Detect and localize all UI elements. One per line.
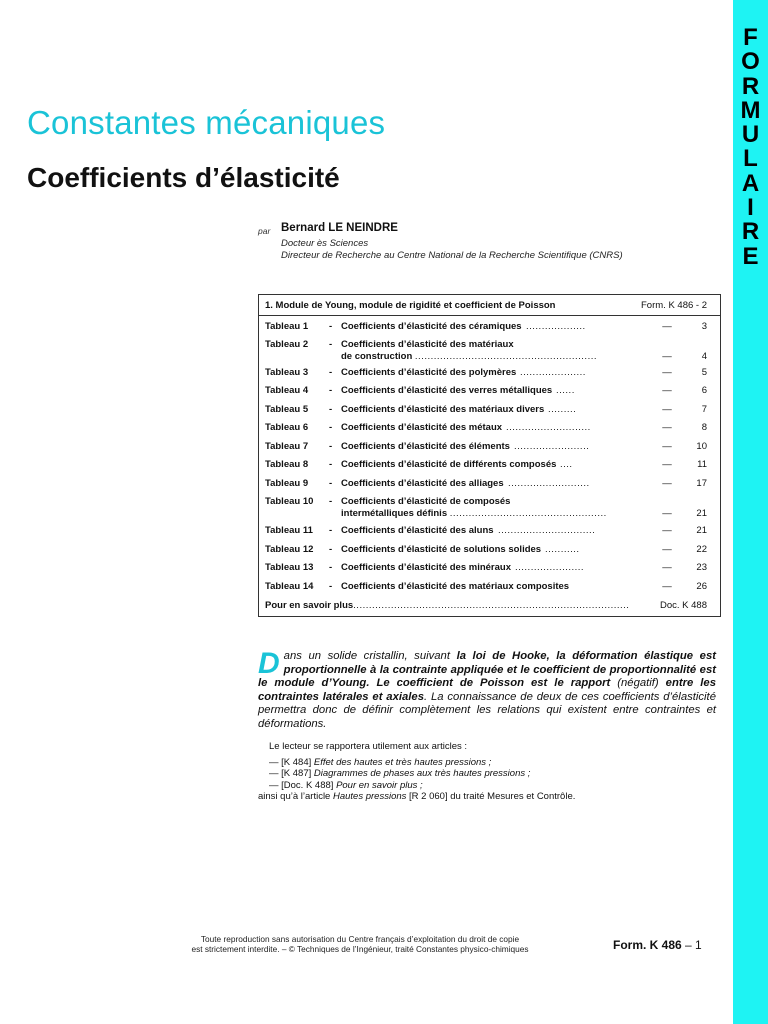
toc-description: Coefficients d’élasticité des matériaux: [341, 339, 514, 350]
toc-description: Coefficients d’élasticité des métaux: [341, 422, 503, 433]
side-letter: R: [741, 72, 760, 100]
toc-dash: -: [329, 441, 333, 452]
intro-bold-2: entre les contraintes latérales et axiales: [258, 677, 716, 703]
toc-ref-dash: —: [662, 404, 672, 415]
toc-table-label: Tableau 11: [265, 525, 313, 536]
toc-ref-dash: —: [662, 422, 672, 433]
toc-row-bibliography[interactable]: [259, 600, 720, 614]
toc-dash: -: [329, 581, 333, 592]
toc-row[interactable]: [259, 422, 720, 436]
refs-outro: ainsi qu’à l’article Hautes pressions [R 2 060] du traité Mesures et Contrôle.: [258, 791, 576, 803]
toc-last-dots: ........................................................................................: [353, 600, 630, 611]
toc-page-number: 3: [701, 321, 707, 332]
toc-description: Coefficients d’élasticité de différents composés: [341, 459, 557, 470]
reference-list: [258, 741, 718, 803]
side-label: [733, 26, 768, 269]
toc-table-label: Tableau 10: [265, 496, 314, 507]
toc-page-number: 21: [696, 508, 707, 519]
toc-dash: -: [329, 562, 333, 573]
toc-dash: -: [329, 321, 333, 332]
toc-ref-dash: —: [662, 508, 672, 519]
toc-ref-dash: —: [662, 385, 672, 396]
toc-description: Coefficients d’élasticité de solutions solides: [341, 544, 542, 555]
toc-page-number: 22: [696, 544, 707, 555]
toc-table-label: Tableau 6: [265, 422, 309, 433]
toc-head-label[interactable]: 1. Module de Young, module de rigidité et coefficient de Poisson: [265, 300, 556, 311]
toc-row[interactable]: [259, 562, 720, 576]
author-degree: Docteur ès Sciences: [281, 238, 369, 249]
toc-ref-dash: —: [662, 367, 672, 378]
toc-page-number: 11: [697, 459, 707, 470]
side-letter: U: [741, 121, 760, 149]
toc-description: Coefficients d’élasticité des aluns: [341, 525, 494, 536]
toc-dots: .........: [548, 404, 577, 415]
toc-page-number: 6: [701, 385, 707, 396]
toc-ref-dash: —: [662, 478, 672, 489]
toc-description-cont: de construction ..........................................................: [341, 351, 597, 362]
toc-description: Coefficients d’élasticité des minéraux: [341, 562, 512, 573]
side-letter: R: [741, 218, 760, 246]
toc-dash: -: [329, 422, 333, 433]
toc-description: Coefficients d’élasticité des polymères: [341, 367, 517, 378]
toc-dash: -: [329, 544, 333, 555]
toc-dots: .....................: [520, 367, 586, 378]
page-reference: [613, 938, 702, 952]
toc-ref-dash: —: [662, 581, 672, 592]
toc-dots: ...................: [526, 321, 586, 332]
toc-description: Coefficients d’élasticité de composés: [341, 496, 511, 507]
intro-bold-1: la loi de Hooke, la déformation élastique est proportionnelle à la contrainte appliquée et le coefficient de proportionnalité est le module d’Young. Le coefficient de Poisson est le rapport: [258, 650, 716, 689]
author-prefix: par: [258, 226, 271, 236]
toc-description: Coefficients d’élasticité des matériaux composites: [341, 581, 570, 592]
toc-header: [259, 295, 720, 316]
toc-table-label: Tableau 9: [265, 478, 309, 489]
intro-text-3: . La connaissance de deux de ces coefficients d’élasticité permettra donc de définir complètement les relations qui existent entre contraintes et déformations.: [258, 690, 716, 730]
copyright-notice: [120, 935, 600, 955]
toc-page-number: 7: [701, 404, 707, 415]
author-name: Bernard LE NEINDRE: [281, 222, 398, 234]
toc-table-label: Tableau 8: [265, 459, 309, 470]
toc-dots: ..........................: [508, 478, 590, 489]
toc-ref-dash: —: [662, 321, 672, 332]
toc-dash: -: [329, 367, 333, 378]
toc-ref-dash: —: [662, 351, 672, 362]
page-number: – 1: [681, 938, 702, 952]
toc-page-number: 4: [701, 351, 707, 362]
refs-intro: Le lecteur se rapportera utilement aux articles :: [269, 741, 468, 752]
toc-page-number: 17: [696, 478, 707, 489]
page-subtitle: Coefficients d’élasticité: [27, 162, 340, 193]
toc-dash: -: [329, 459, 333, 470]
side-letter: L: [743, 145, 758, 173]
toc-page-number: 5: [701, 367, 707, 378]
toc-page-number: 23: [696, 562, 707, 573]
toc-description: Coefficients d’élasticité des matériaux divers: [341, 404, 545, 415]
toc-row[interactable]: [259, 478, 720, 492]
toc-page-number: 8: [701, 422, 707, 433]
toc-description: Coefficients d’élasticité des éléments: [341, 441, 510, 452]
toc-page-number: 26: [696, 581, 707, 592]
toc-description: Coefficients d’élasticité des alliages: [341, 478, 504, 489]
toc-dash: -: [329, 385, 333, 396]
form-reference: Form. K 486: [613, 938, 682, 952]
side-letter: F: [743, 24, 758, 51]
side-letter: M: [740, 96, 761, 124]
toc-dash: -: [329, 478, 333, 489]
toc-ref-dash: —: [662, 544, 672, 555]
drop-cap: D: [258, 647, 280, 680]
toc-table-label: Tableau 1: [265, 321, 309, 332]
toc-ref-dash: —: [662, 459, 672, 470]
reference-item[interactable]: — [K 487] Diagrammes de phases aux très hautes pressions ;: [269, 768, 531, 780]
toc-row[interactable]: [259, 525, 720, 539]
side-letter: O: [741, 48, 760, 76]
side-letter: A: [741, 169, 760, 197]
toc-page-number: 21: [696, 525, 707, 536]
toc-table-label: Tableau 7: [265, 441, 309, 452]
toc-row[interactable]: [259, 441, 720, 455]
toc-dots: ......................: [515, 562, 585, 573]
author-affiliation: Directeur de Recherche au Centre National de la Recherche Scientifique (CNRS): [281, 250, 623, 261]
toc-dash: -: [329, 496, 333, 507]
toc-last-label: Pour en savoir plus: [265, 600, 354, 611]
toc-row[interactable]: [259, 367, 720, 381]
toc-dash: -: [329, 525, 333, 536]
intro-text-2: (négatif): [610, 677, 666, 689]
toc-ref-dash: —: [662, 525, 672, 536]
toc-row[interactable]: [259, 385, 720, 399]
toc-row[interactable]: [259, 459, 720, 473]
toc-table-label: Tableau 3: [265, 367, 309, 378]
toc-table-label: Tableau 12: [265, 544, 314, 555]
toc-table-label: Tableau 4: [265, 385, 309, 396]
toc-row[interactable]: [259, 339, 720, 362]
side-letter: E: [742, 242, 759, 270]
toc-dots: ......: [556, 385, 575, 396]
toc-dots: ...........: [545, 544, 580, 555]
toc-row[interactable]: [259, 581, 720, 595]
toc-dots: ........................: [514, 441, 590, 452]
toc-table-label: Tableau 14: [265, 581, 314, 592]
toc-dash: -: [329, 339, 333, 350]
intro-paragraph: [258, 647, 716, 731]
page-title: Constantes mécaniques: [27, 104, 386, 141]
reference-item[interactable]: — [Doc. K 488] Pour en savoir plus ;: [269, 779, 423, 791]
toc-ref-dash: —: [662, 441, 672, 452]
toc-table-label: Tableau 13: [265, 562, 314, 573]
copyright-line-1: Toute reproduction sans autorisation du Centre français d’exploitation du droit de copie: [200, 934, 520, 944]
toc-dots: ....: [560, 459, 573, 470]
toc-row[interactable]: [259, 404, 720, 418]
toc-dots: ...............................: [498, 525, 596, 536]
table-of-contents: [258, 294, 721, 617]
toc-dots: ...........................: [506, 422, 591, 433]
side-letter: I: [747, 194, 754, 222]
toc-table-label: Tableau 5: [265, 404, 309, 415]
toc-description: Coefficients d’élasticité des céramiques: [341, 321, 522, 332]
toc-row[interactable]: [259, 321, 720, 335]
toc-last-ref: Doc. K 488: [660, 600, 707, 611]
toc-description-cont: intermétalliques définis ..................................................: [341, 508, 607, 519]
copyright-line-2: est strictement interdite. – © Techniques de l’Ingénieur, traité Constantes physico-chimiques: [191, 943, 529, 954]
toc-description: Coefficients d’élasticité des verres métalliques: [341, 385, 553, 396]
toc-ref-dash: —: [662, 562, 672, 573]
toc-row[interactable]: [259, 544, 720, 558]
toc-dash: -: [329, 404, 333, 415]
toc-row[interactable]: [259, 496, 720, 519]
intro-text-1: ans un solide cristallin, suivant: [283, 650, 457, 662]
toc-table-label: Tableau 2: [265, 339, 309, 350]
toc-page-number: 10: [696, 441, 707, 452]
toc-head-ref: Form. K 486 - 2: [641, 300, 707, 311]
reference-item[interactable]: — [K 484] Effet des hautes et très hautes pressions ;: [269, 756, 492, 768]
